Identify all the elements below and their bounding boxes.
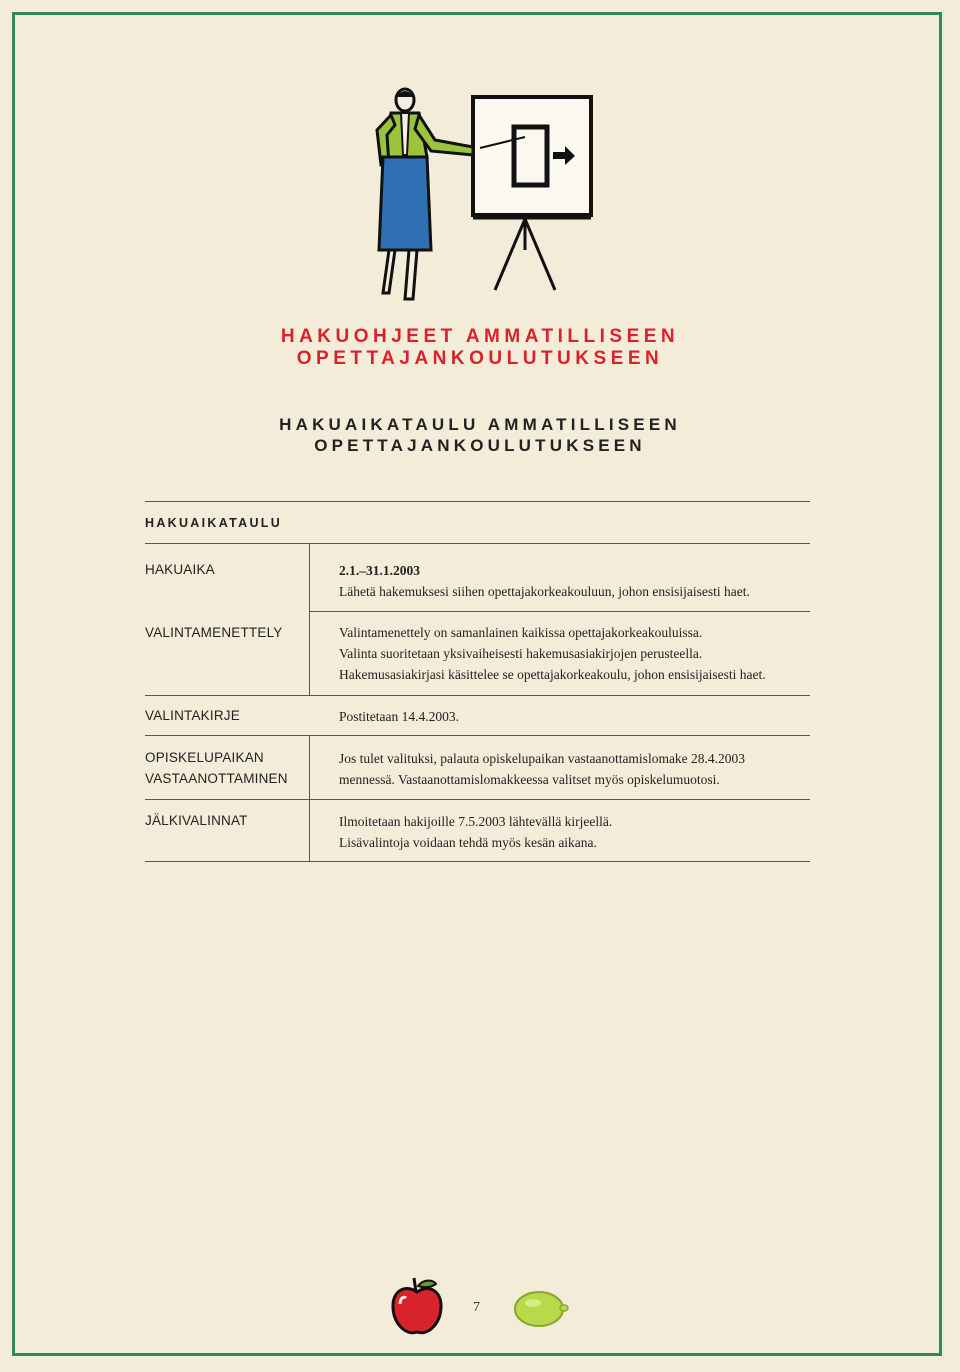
row-text-valintamenettely <box>339 622 766 685</box>
column-divider <box>309 543 310 695</box>
row-label-line: HAKUAIKA <box>145 562 215 577</box>
row-label-line: VALINTAKIRJE <box>145 708 240 723</box>
table-divider <box>145 861 810 862</box>
divider <box>145 501 810 502</box>
table-divider <box>145 695 810 696</box>
row-label-line: VASTAANOTTAMINEN <box>145 771 288 786</box>
table-divider <box>145 799 810 800</box>
row-text-line: Lisävalintoja voidaan tehdä myös kesän aikana. <box>339 835 597 850</box>
table-divider <box>145 735 810 736</box>
row-text-line: Valintamenettely on samanlainen kaikissa opettajakorkeakouluissa. <box>339 625 703 640</box>
row-text-line: Postitetaan 14.4.2003. <box>339 709 459 724</box>
row-label-line: VALINTAMENETTELY <box>145 625 283 640</box>
row-label-hakuaika <box>145 559 215 580</box>
teacher-flipchart-illustration <box>365 85 610 305</box>
page-number: 7 <box>473 1300 480 1315</box>
row-label-valintakirje <box>145 705 240 726</box>
row-label-line: JÄLKIVALINNAT <box>145 813 248 828</box>
row-text-valintakirje <box>339 706 459 727</box>
main-title <box>0 326 960 370</box>
row-text-line: mennessä. Vastaanottamislomakkeessa valitset myös opiskelumuotosi. <box>339 772 720 787</box>
row-text-line: 2.1.–31.1.2003 <box>339 563 420 578</box>
lime-icon <box>513 1289 569 1329</box>
row-text-line: Valinta suoritetaan yksivaiheisesti hakemusasiakirjojen perusteella. <box>339 646 703 661</box>
column-divider <box>309 735 310 861</box>
row-text-opiskelupaikan <box>339 748 745 790</box>
table-divider <box>145 543 810 544</box>
row-text-line: Ilmoitetaan hakijoille 7.5.2003 lähtevällä kirjeellä. <box>339 814 613 829</box>
row-text-jalkivalinnat <box>339 811 612 853</box>
section-label: HAKUAIKATAULU <box>145 516 283 530</box>
row-text-line: Lähetä hakemuksesi siihen opettajakorkeakouluun, johon ensisijaisesti haet. <box>339 584 750 599</box>
row-text-hakuaika <box>339 560 750 602</box>
table-divider <box>309 611 810 612</box>
row-label-valintamenettely <box>145 622 282 643</box>
main-title-line1: HAKUOHJEET AMMATILLISEEN <box>280 326 680 347</box>
subtitle <box>0 414 960 456</box>
row-label-opiskelupaikan <box>145 747 288 789</box>
row-label-jalkivalinnat <box>145 810 248 831</box>
row-label-line: OPISKELUPAIKAN <box>145 750 264 765</box>
main-title-line2: OPETTAJANKOULUTUKSEEN <box>296 348 664 369</box>
row-text-line: Hakemusasiakirjasi käsittelee se opettajakorkeakoulu, johon ensisijaisesti haet. <box>339 667 766 682</box>
subtitle-line1: HAKUAIKATAULU AMMATILLISEEN <box>279 415 681 434</box>
apple-icon <box>388 1276 446 1338</box>
row-text-line: Jos tulet valituksi, palauta opiskelupaikan vastaanottamislomake 28.4.2003 <box>339 751 746 766</box>
subtitle-line2: OPETTAJANKOULUTUKSEEN <box>314 436 646 455</box>
